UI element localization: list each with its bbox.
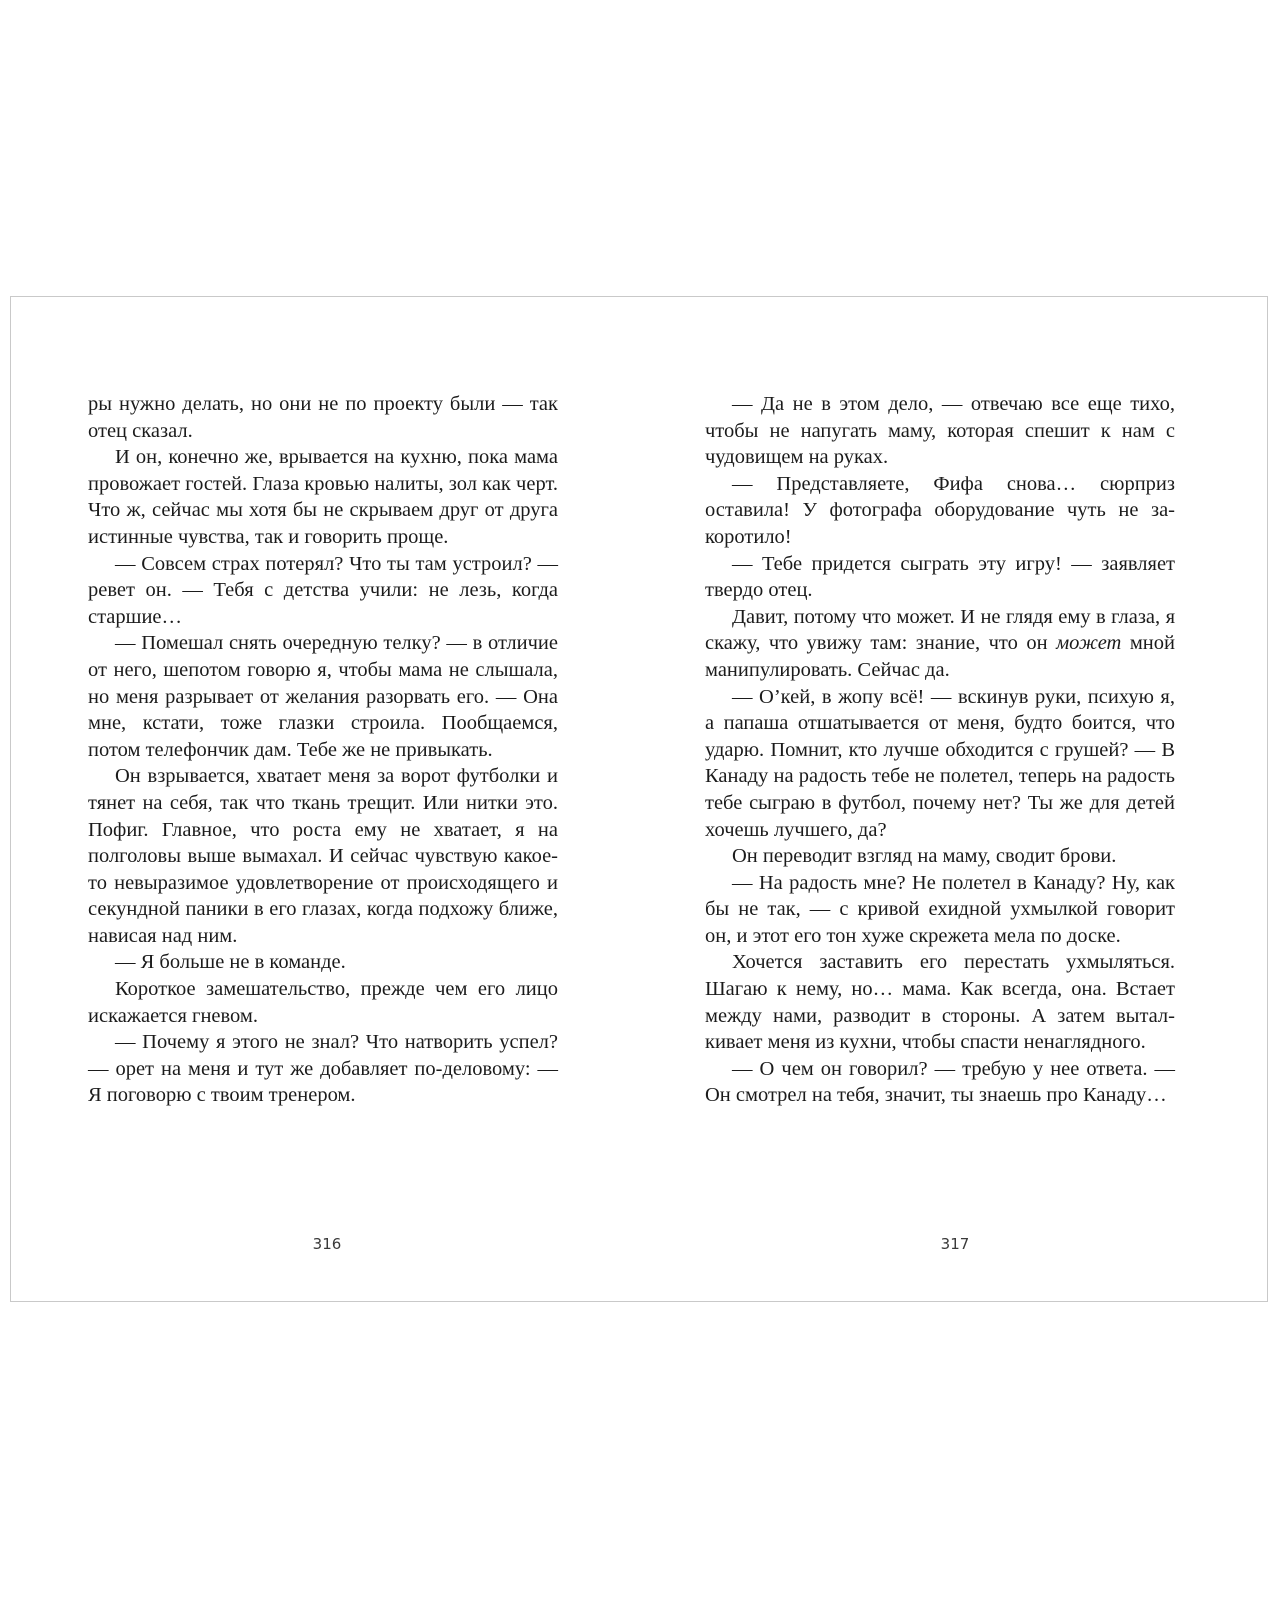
paragraph: — Представляете, Фифа снова… сюрприз оставила! У фотографа оборудование чуть не закоротило! bbox=[705, 472, 1175, 548]
paragraph: — Я больше не в команде. bbox=[115, 951, 346, 974]
left-page bbox=[88, 391, 558, 1109]
paragraph: — На радость мне? Не полетел в Канаду? Ну, как бы не так, — с кривой ехидной ухмылкой говорит он, и этот его тон хуже скрежета мела по доске. bbox=[705, 871, 1175, 947]
paragraph: Хочется заставить его перестать ухмыляться. Шагаю к нему, но… мама. Как всегда, она. Встает между нами, разводит в стороны. А затем выталкивает меня из кухни, чтобы спасти ненаглядного. bbox=[705, 951, 1175, 1054]
paragraph-with-emphasis bbox=[705, 604, 1175, 684]
paragraph: — Тебе придется сыграть эту игру! — заявляет твердо отец. bbox=[705, 552, 1175, 602]
paragraph: Он переводит взгляд на маму, сводит брови. bbox=[732, 845, 1117, 868]
paragraph: — О чем он говорил? — требую у нее ответа. — Он смотрел на тебя, значит, ты знаешь про Канаду… bbox=[705, 1057, 1175, 1107]
paragraph: — Совсем страх потерял? Что ты там устроил? — ревет он. — Тебя с детства учили: не лезь, когда старшие… bbox=[88, 552, 558, 628]
emphasized-word: может bbox=[1056, 632, 1122, 655]
book-spread bbox=[10, 296, 1268, 1302]
paragraph: И он, конечно же, врывается на кухню, пока мама провожает гостей. Глаза кровью налиты, зол как черт. Что ж, сейчас мы хотя бы не скрываем друг от друга истинные чувства, так и говорить проще. bbox=[88, 446, 558, 548]
page-number-right: 317 bbox=[940, 1235, 970, 1253]
paragraph: — О’кей, в жопу всё! — вскинув руки, психую я, а папаша отшатывается от меня, будто боится, что ударю. Помнит, кто лучше обходится с грушей? — В Канаду на радость тебе не полетел, теперь на радость тебе сыграю в футбол, почему нет? Ты же для детей хочешь лучшего, да? bbox=[705, 685, 1175, 841]
page-number-left: 316 bbox=[312, 1235, 342, 1253]
paragraph: — Да не в этом дело, — отвечаю все еще тихо, чтобы не напугать маму, которая спешит к нам с чудовищем на руках. bbox=[705, 393, 1175, 469]
paragraph-text: Давит, потому что может. И не глядя ему в глаза, я скажу, что увижу там: знание, что он bbox=[705, 605, 1175, 655]
paragraph: ры нужно делать, но они не по проекту были — так отец сказал. bbox=[88, 393, 558, 442]
paragraph: — Помешал снять очередную телку? — в отличие от него, шепотом говорю я, чтобы мама не слышала, но меня разрывает от желания разорвать его. — Она мне, кстати, тоже глазки строила. Пообщаемся, потом телефончик дам. Тебе же не привыкать. bbox=[88, 632, 558, 761]
paragraph: Короткое замешательство, прежде чем его лицо искажается гневом. bbox=[88, 978, 558, 1027]
paragraph: Он взрывается, хватает меня за ворот футболки и тянет на себя, так что ткань трещит. Или нитки это. Пофиг. Главное, что роста ему не хватает, я на полголовы выше вымахал. И сейчас чувствую какое-то невыразимое удовлетворение от происходящего и секундной паники в его глазах, когда подхожу ближе, нависая над ним. bbox=[88, 765, 558, 947]
right-page bbox=[705, 391, 1175, 1109]
paragraph-text: мной манипулировать. Сейчас да. bbox=[705, 632, 1175, 681]
paragraph: — Почему я этого не знал? Что натворить успел? — орет на меня и тут же добавляет по-деловому: — Я поговорю с твоим тренером. bbox=[88, 1031, 558, 1107]
